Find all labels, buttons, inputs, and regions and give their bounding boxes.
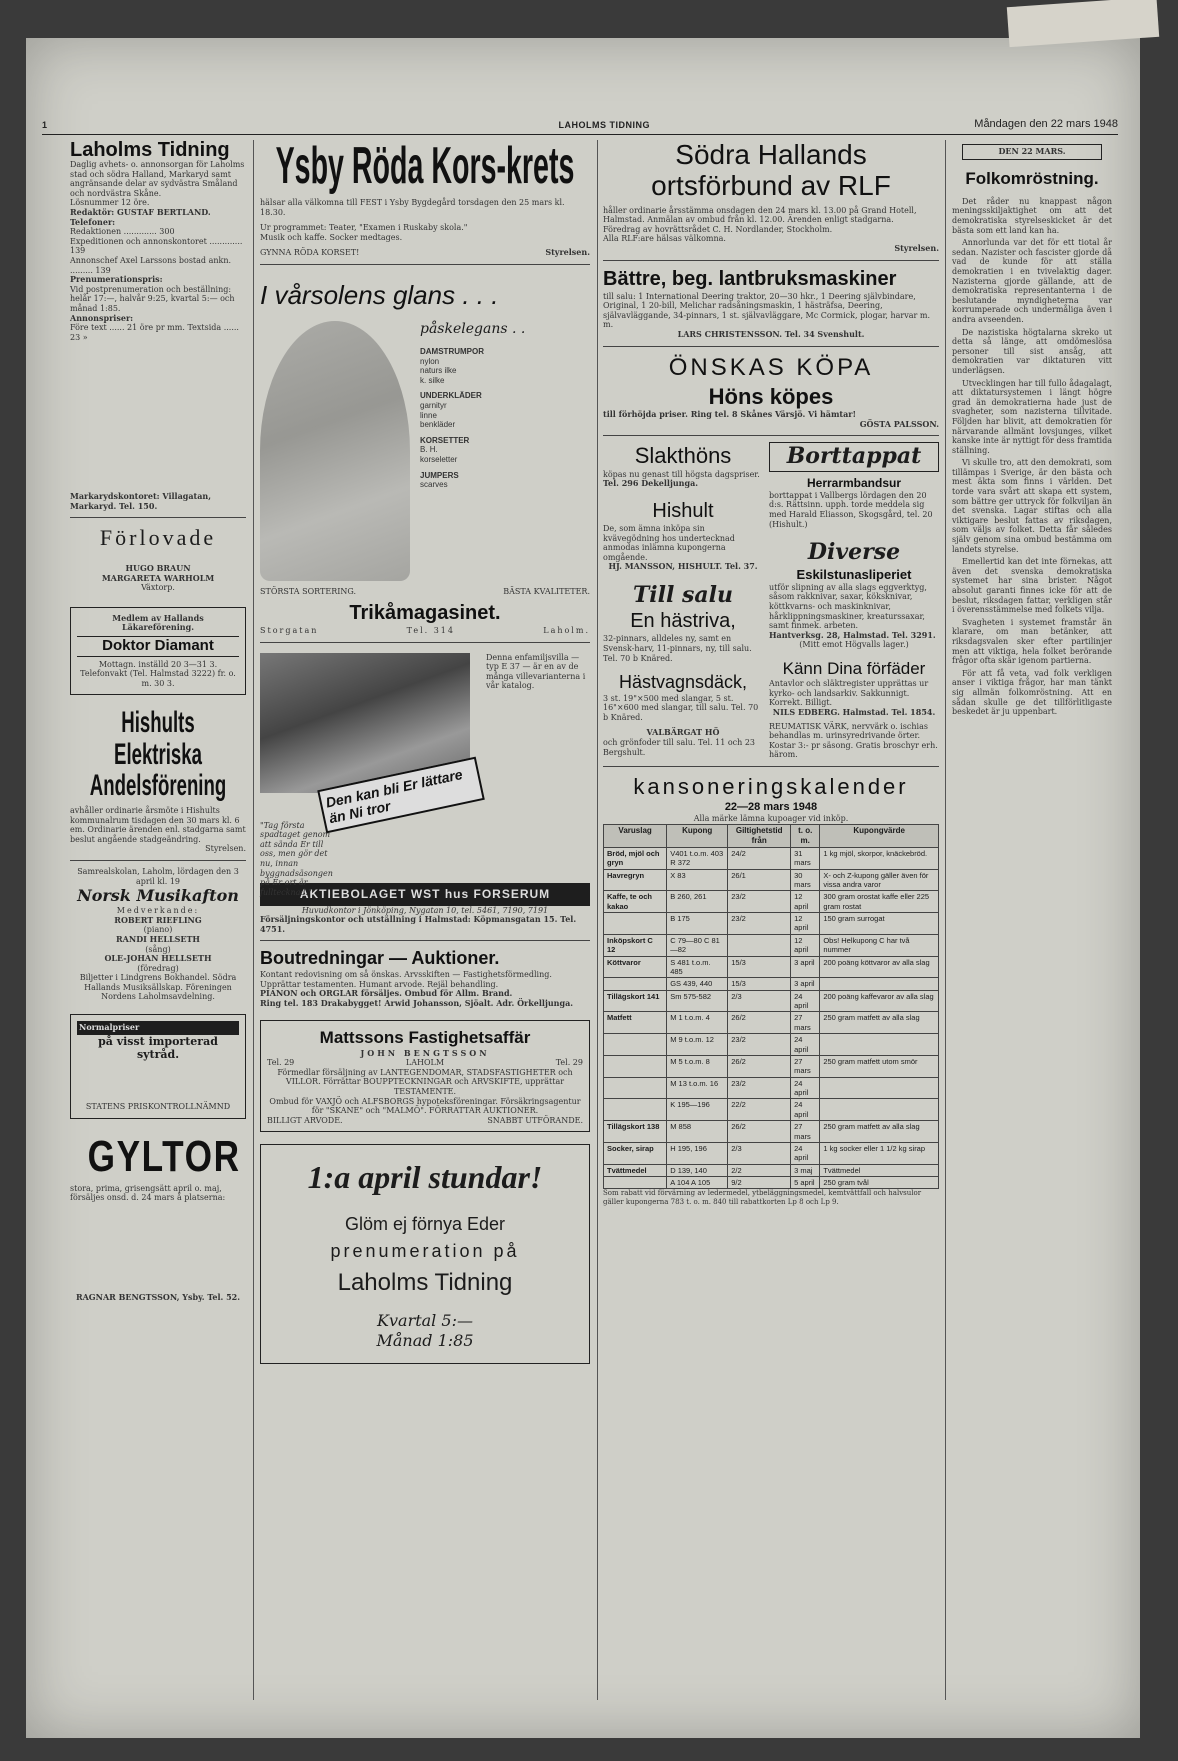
var-item: DAMSTRUMPOR xyxy=(420,346,484,356)
gyltor-sign: RAGNAR BENGTSSON, Ysby. Tel. 52. xyxy=(75,1291,241,1302)
var-item: garnityr xyxy=(420,400,447,410)
herrarmbandsur: Herrarmbandsur xyxy=(806,475,902,490)
slakt-tel: Tel. 296 Dekelljunga. xyxy=(603,478,699,489)
column-2 xyxy=(260,137,590,1368)
ration-cell: Tvättmedel xyxy=(820,1164,939,1176)
hons-sign: GÖSTA PALSSON. xyxy=(859,418,939,429)
ration-row xyxy=(604,847,939,869)
matt-title: Mattssons Fastighetsaffär xyxy=(319,1028,531,1048)
ration-cell xyxy=(604,1055,667,1077)
forlovade-place: Växtorp. xyxy=(141,583,175,593)
phones-title: Telefoner: xyxy=(70,216,116,227)
ration-cell: M 5 t.o.m. 8 xyxy=(667,1055,728,1077)
phone-line: Redaktionen ............. 300 xyxy=(70,227,175,237)
var-item: korseletter xyxy=(420,454,458,464)
april-title: 1:a april stundar! xyxy=(307,1159,543,1196)
april-line: Laholms Tidning xyxy=(337,1269,513,1297)
ysby-music: Musik och kaffe. Socker medtages. xyxy=(260,232,403,242)
lakar-text: Mottagn. inställd 20 3—31 3. Telefonvakt (Tel. Halmstad 3222) fr. o. m. 30 3. xyxy=(80,659,236,688)
col-header: Kupongvärde xyxy=(820,824,939,847)
editorial-paragraph: De nazistiska högtalarna skreko ut detta så länge, att omdömeslösa personer till sist ansåg, att demokratien var diktaturen vitt underlägsen. xyxy=(952,327,1112,375)
editorial-paragraph: Det råder nu knappast någon meningsskiljaktighet om att det demokratiska styrelseskicket är det bästa som ett land kan ha. xyxy=(952,196,1112,235)
ration-cell xyxy=(604,1077,667,1099)
matt-text2: Ombud för VAXJÖ och ALFSBORGS hypoteksföreningar. Försäkringsagentur för "SKANE" och "MALMÖ". FÖRRATTAR AUKTIONER. xyxy=(269,1096,581,1116)
ration-cell: 27 mars xyxy=(791,1121,820,1143)
rlf-welcome: Alla RLF:are hälsas välkomna. xyxy=(603,234,726,244)
column-1 xyxy=(70,140,246,1303)
ration-cell: 12 april xyxy=(791,891,820,913)
masthead: Laholms Tidning xyxy=(70,139,230,161)
ration-cell: Sm 575-582 xyxy=(667,990,728,1012)
ration-row xyxy=(604,1012,939,1034)
editorial-paragraph: För att få veta, vad folk verkligen anser i viktiga frågor, har man tänkt sig allmän folkomröstning. Att en sådan skulle ge det tillförlitligaste beskedet är ju uppenbart. xyxy=(952,668,1112,717)
musik-name: (sång) xyxy=(145,944,171,954)
var-item: scarves xyxy=(420,480,448,490)
wst-side: Denna enfamiljsvilla — typ E 37 — är en av de många villevarianterna i vår katalog. xyxy=(486,652,586,691)
annons-title: Annonspriser: xyxy=(70,312,134,323)
var-footer: BÄSTA KVALITETER. xyxy=(503,587,590,597)
ration-cell: 200 poäng köttvaror av alla slag xyxy=(820,956,939,978)
lant-sign: LARS CHRISTENSSON. Tel. 34 Svenshult. xyxy=(677,328,865,339)
ration-cell: 3 april xyxy=(791,956,820,978)
gyltor-text: stora, prima, grisengsätt april o. maj, försäljes onsd. d. 24 mars å platserna: xyxy=(70,1183,226,1203)
ration-cell: 5 april xyxy=(791,1177,820,1189)
hons-text: till förhöjda priser. Ring tel. 8 Skånes Värsjö. Vi hämtar! xyxy=(603,409,857,420)
ration-row xyxy=(604,1055,939,1077)
ration-cell: B 175 xyxy=(667,913,728,935)
ration-cell: 24 april xyxy=(791,1077,820,1099)
editorial-paragraph: Utvecklingen har till fullo ådagalagt, att diktatursystemen i längt högre grad än demokratierna hade just de svagheter, som nazisterna tillvitade. Följden har blivit, att demokratien för närvarande allmänt lovsjunges, vilket kanske inte är nyttigt för dess framtida ställning. xyxy=(952,378,1112,455)
ration-cell: 3 maj xyxy=(791,1164,820,1176)
matt-text: Förmedlar försäljning av LANTEGENDOMAR, STADSFASTIGHETER och VILLOR. Förrättar BOUPPTECKNINGAR och ARVSKIFTE, upprättar TESTAMENTE. xyxy=(277,1067,573,1096)
ration-cell: 2/3 xyxy=(728,1142,791,1164)
hons-title: Höns köpes xyxy=(708,383,834,409)
page-marker: 1 xyxy=(42,120,48,130)
ration-cell: 2/2 xyxy=(728,1164,791,1176)
editorial-paragraph: Emellertid kan det inte förnekas, att även det svenska demokratiska systemet har sina brister. Något absolut garanti finnes icke för att de beslut, riksdagen fattar, verkligen står i överensstämmelse med folkets vilja. xyxy=(952,557,1112,615)
wst-slogan: Den kan bli Er lättare än Ni tror xyxy=(317,756,485,833)
april-man: Månad 1:85 xyxy=(376,1331,474,1351)
kalender-title: kansoneringskalender xyxy=(633,774,909,799)
kann-text: Antavlor och släktregister upprättas ur kyrko- och landsarkiv. Sakkunnigt. Korrekt. Billigt. xyxy=(769,679,929,708)
ration-cell: 23/2 xyxy=(728,1077,791,1099)
ration-row xyxy=(604,1077,939,1099)
ration-cell: 23/2 xyxy=(728,1034,791,1056)
ration-cell: 27 mars xyxy=(791,1055,820,1077)
ration-row xyxy=(604,956,939,978)
ration-cell: 250 gram matfett av alla slag xyxy=(820,1121,939,1143)
editorial-paragraph: Vi skulle tro, att den demokrati, som tillämpas i Sverige, är den bästa och mest äkta som finns i världen. Det torde vara svårt att skapa ett system, som bättre ger uttryck för folkviljan än det svenska. Lagar stiftas och alla viktigare beslut fattas av riksdagen, som väljs av folket. Detta får således själv genom sina ombud bestämma om landets styrelse. xyxy=(952,458,1112,554)
ration-cell: Inköpskort C 12 xyxy=(604,934,667,956)
ration-cell: M 858 xyxy=(667,1121,728,1143)
ration-cell: Matfett xyxy=(604,1012,667,1034)
april-ad xyxy=(260,1144,590,1364)
annons-text: Före text ...... 21 öre pr mm. Textsida ...... 23 » xyxy=(70,323,239,342)
musik-tickets: Biljetter i Lindgrens Bokhandel. Södra Hallands Musiksällskap. Föreningen Nordens Laholmsavdelning. xyxy=(79,973,237,1002)
ration-cell xyxy=(604,978,667,990)
ration-row xyxy=(604,934,939,956)
prenum-title: Prenumerationspris: xyxy=(70,274,163,285)
prenum-text: Vid postprenumeration och beställning: helår 17:—, halvår 9:25, kvartal 5:— och månad 1:85. xyxy=(70,284,235,313)
matt-city: LAHOLM xyxy=(405,1058,445,1068)
ration-cell xyxy=(604,1034,667,1056)
musik-name: RANDI HELLSETH xyxy=(116,933,200,944)
matt-f1: BILLIGT ARVODE. xyxy=(267,1115,343,1125)
ration-cell: 26/2 xyxy=(728,1055,791,1077)
forlovade-name: HUGO BRAUN xyxy=(125,562,191,573)
ration-cell: 26/2 xyxy=(728,1012,791,1034)
var-item: KORSETTER xyxy=(420,435,470,445)
ration-cell: 200 poäng kaffevaror av alla slag xyxy=(820,990,939,1012)
column-rule xyxy=(597,140,598,1700)
ration-cell: Tillägskort 141 xyxy=(604,990,667,1012)
rlf-sign: Styrelsen. xyxy=(894,242,939,253)
musik-name: (piano) xyxy=(143,925,173,935)
kalender-footer: Som rabatt vid förvärning av ledermedel, ytbeläggningsmedel, kemtvättfall och halvsulor gäller kupongerna 783 t. o. m. 840 till rabattkorten Lp 8 och Lp 9. xyxy=(603,1189,922,1206)
musik-name: ROBERT RIEFLING xyxy=(114,914,202,925)
eskil-title: Eskilstunasliperiet xyxy=(796,566,912,582)
normal-title: Normalpriser xyxy=(77,1021,239,1035)
ration-row xyxy=(604,1099,939,1121)
musik-title: Norsk Musikafton xyxy=(77,886,239,906)
var-item: UNDERKLÄDER xyxy=(420,391,482,401)
var-item: k. silke xyxy=(420,375,445,385)
ration-cell: 31 mars xyxy=(791,847,820,869)
hastvagn-text: 3 st. 19"×500 med slangar, 5 st. 16"×600 med slangar, till salu. Tel. 70 b Knäred. xyxy=(603,693,759,722)
reum-text: REUMATISK VÄRK, nervvärk o. ischias behandlas m. urinsyredrivande örter. Kostar 3:- pr säsong. Gratis broschyr erh. härom. xyxy=(769,721,938,760)
editorial-body xyxy=(952,197,1112,717)
ration-row xyxy=(604,1121,939,1143)
doctor-ad xyxy=(70,607,246,696)
var-item: linne xyxy=(420,410,437,420)
ration-cell: 24 april xyxy=(791,1142,820,1164)
ration-cell: X- och Z-kupong gäller även för vissa andra varor xyxy=(820,869,939,891)
ration-cell: 250 gram matfett utom smör xyxy=(820,1055,939,1077)
ysby-text: hälsar alla välkomna till FEST i Ysby Bygdegård torsdagen den 25 mars kl. 18.30. xyxy=(260,198,565,217)
eskil-text: utför slipning av alla slags eggverktyg, såsom rakknivar, saxar, köksknivar, köttkvarns- och maskinknivar, hårklippningsmaskiner, kreaturssaxar, samt finmek. arbeten. xyxy=(769,582,927,631)
rlf-title: Södra Hallands ortsförbund av RLF xyxy=(651,139,891,201)
office: Markarydskontoret: Villagatan, Markaryd. Tel. 150. xyxy=(70,491,212,511)
ration-cell: V401 t.o.m. 403 R 372 xyxy=(667,847,728,869)
ration-cell: H 195, 196 xyxy=(667,1142,728,1164)
column-rule xyxy=(253,140,254,1700)
wst-brand: AKTIEBOLAGET WST hus FORSERUM xyxy=(260,883,590,906)
ration-cell xyxy=(820,1077,939,1099)
ration-cell: GS 439, 440 xyxy=(667,978,728,990)
ration-row xyxy=(604,978,939,990)
ration-cell: K 195—196 xyxy=(667,1099,728,1121)
wst-local: Försäljningskontor och utställning i Halmstad: Köpmansgatan 15. Tel. 4751. xyxy=(260,914,577,934)
trika-title: Trikåmagasinet. xyxy=(349,602,501,625)
matt-tel: Tel. 29 xyxy=(267,1058,295,1068)
normal-sub: på visst importerad sytråd. xyxy=(98,1034,218,1062)
valbargat: VALBÄRGAT HÖ xyxy=(646,727,720,738)
var-sub: påskelegans . . xyxy=(420,321,526,338)
ration-cell: 1 kg socker eller 1 1/2 kg sirap xyxy=(820,1142,939,1164)
ration-cell: Bröd, mjöl och gryn xyxy=(604,847,667,869)
slakt-title: Slakthöns xyxy=(634,443,732,469)
editorial-paragraph: Annorlunda var det för ett tiotal år sedan. Nazister och fascister gjorde då vad de kunde för att ställa demokratien i en tvivelaktig dager. Nazisterna gjorde gällande, att de demokratiska representanterna i de beslutande myndigheterna var korrumperade och undermåliga även i andra avseenden. xyxy=(952,238,1112,324)
page-date: Måndagen den 22 mars 1948 xyxy=(974,118,1118,130)
eskil-addr: Hantverksg. 28, Halmstad. Tel. 3291. xyxy=(769,629,936,640)
ration-cell: 26/2 xyxy=(728,1121,791,1143)
lant-text: till salu: 1 International Deering traktor, 20—30 hkr., 1 Deering självbindare, Original, 1 20-bill, Melichar radsåningsmaskin, 1 hästräfsa, Deering, självavläggande, 34-pinnars, 1 st. självavläggare, Mc Cormick, plogar, harvar m. m. xyxy=(603,291,931,330)
ration-cell xyxy=(820,978,939,990)
normal-agency: STATENS PRISKONTROLLNÄMND xyxy=(85,1102,231,1112)
ration-cell xyxy=(728,934,791,956)
ration-cell xyxy=(604,913,667,935)
trika-addr: Storgatan xyxy=(260,626,319,636)
hishult-title: Hishult xyxy=(652,499,714,522)
hast-title: En hästriva, xyxy=(630,610,736,633)
ration-cell xyxy=(604,1177,667,1189)
ration-row xyxy=(604,1177,939,1189)
ration-cell: 250 gram tvål xyxy=(820,1177,939,1189)
kann-title: Känn Dina förfäder xyxy=(782,659,926,678)
ration-cell: 26/1 xyxy=(728,869,791,891)
ysby-program: Ur programmet: Teater, "Examen i Ruskaby skola." xyxy=(260,223,468,233)
ration-cell: 23/2 xyxy=(728,913,791,935)
ration-cell: 15/3 xyxy=(728,978,791,990)
column-rule xyxy=(945,140,946,1700)
editor: Redaktör: GUSTAF BERTLAND. xyxy=(70,206,211,217)
ration-cell: X 83 xyxy=(667,869,728,891)
bout-ring: Ring tel. 183 Drakabygget! Arwid Johansson, Sjöalt. Adr. Örkelljunga. xyxy=(260,997,574,1008)
kann-sign: NILS EDBERG. Halmstad. Tel. 1854. xyxy=(772,707,936,718)
ration-cell: 30 mars xyxy=(791,869,820,891)
phone-line: Expeditionen och annonskontoret ............. 139 xyxy=(70,236,243,256)
forlovade-title: Förlovade xyxy=(99,525,217,551)
diverse: Diverse xyxy=(807,539,901,566)
ration-cell: 1 kg mjöl, skorpor, knäckebröd. xyxy=(820,847,939,869)
col-header: t. o. m. xyxy=(791,824,820,847)
ration-cell: D 139, 140 xyxy=(667,1164,728,1176)
elektriska-sign: Styrelsen. xyxy=(205,844,246,854)
ration-cell xyxy=(604,1099,667,1121)
rlf-text: håller ordinarie årsstämma onsdagen den 24 mars kl. 13.00 på Grand Hotell, Halmstad. Anmälan av ombud från kl. 12.00. Ärenden enligt stadgarna. xyxy=(603,205,917,225)
mattssons-ad xyxy=(260,1020,590,1132)
ration-row xyxy=(604,869,939,891)
ration-cell: B 260, 261 xyxy=(667,891,728,913)
ration-cell xyxy=(820,1099,939,1121)
var-item: B. H. xyxy=(420,445,438,455)
ration-cell: Havregryn xyxy=(604,869,667,891)
ration-cell: 9/2 xyxy=(728,1177,791,1189)
masthead-desc: Daglig avhets- o. annonsorgan för Laholms stad och södra Halland, Markaryd samt angränsande delar av sydvästra Småland och nordvästra Skåne. xyxy=(70,160,245,198)
ration-cell: Socker, sirap xyxy=(604,1142,667,1164)
musik-name: OLE-JOHAN HELLSETH xyxy=(104,953,212,964)
ration-row xyxy=(604,1142,939,1164)
ysby-board: Styrelsen. xyxy=(545,247,590,258)
ration-row xyxy=(604,1034,939,1056)
hishult-sign: HJ. MANSSON, HISHULT. Tel. 37. xyxy=(608,561,758,572)
trika-tel: Tel. 314 xyxy=(406,626,455,636)
ration-cell: M 9 t.o.m. 12 xyxy=(667,1034,728,1056)
ration-cell: 24 april xyxy=(791,990,820,1012)
ration-cell: S 481 t.o.m. 485 xyxy=(667,956,728,978)
bout-title: Boutredningar — Auktioner. xyxy=(260,948,500,969)
trika-city: Laholm. xyxy=(543,626,590,636)
april-line: prenumeration på xyxy=(330,1241,520,1262)
col-header: Giltighetstid från xyxy=(728,824,791,847)
till-salu: Till salu xyxy=(632,581,734,608)
ration-cell: 24 april xyxy=(791,1099,820,1121)
ration-cell: M 13 t.o.m. 16 xyxy=(667,1077,728,1099)
elektriska-text: avhåller ordinarie årsmöte i Hishults kommunalrum tisdagen den 30 mars kl. 6 em. Ordinarie ärenden enl. stadgarna samt beslut angående stadgeändring. xyxy=(70,805,246,844)
ysby-sign: GYNNA RÖDA KORSET! xyxy=(260,248,360,258)
lakar-name: Doktor Diamant xyxy=(77,636,239,657)
date-box: DEN 22 MARS. xyxy=(962,144,1102,160)
matt-f2: SNABBT UTFÖRANDE. xyxy=(487,1115,583,1125)
ration-cell: Tvättmedel xyxy=(604,1164,667,1176)
var-footer: STÖRSTA SORTERING. xyxy=(260,587,357,597)
hast-text: 32-pinnars, alldeles ny, samt en Svensk-harv, 11-pinnars, ny, till salu. Tel. 70 b Knäred. xyxy=(603,634,752,663)
ration-cell: 12 april xyxy=(791,913,820,935)
hastvagn-title: Hästvagnsdäck, xyxy=(618,672,748,693)
paper-title: LAHOLMS TIDNING xyxy=(558,120,650,130)
musik-sub: Medverkande: xyxy=(116,906,200,916)
editorial-title: Folkomröstning. xyxy=(965,168,1099,188)
col-header: Varuslag xyxy=(604,824,667,847)
ration-table xyxy=(603,824,939,1190)
borttappat-text: borttappat i Vallbergs lördagen den 20 d:s. Rättsinn. upph. torde meddela sig med Harald Eliasson, Skogsgård, tel. 20 (Hishult.) xyxy=(769,490,933,529)
page-header xyxy=(42,118,1118,135)
april-kv: Kvartal 5:— xyxy=(377,1311,473,1331)
eskil-note: (Mitt emot Högvalls lager.) xyxy=(799,640,909,650)
column-3 xyxy=(603,140,939,1206)
ration-cell: Obs! Helkupong C har två nummer xyxy=(820,934,939,956)
april-line: Glöm ej förnya Eder xyxy=(344,1214,506,1235)
ration-cell: 24 april xyxy=(791,1034,820,1056)
ration-cell: 15/3 xyxy=(728,956,791,978)
fashion-illustration xyxy=(260,321,410,581)
ration-cell: 2/3 xyxy=(728,990,791,1012)
elektriska-title: Hishults Elektriska Andelsförening xyxy=(89,706,227,803)
rlf-talk: Föredrag av hovrättsrådet C. H. Nordlander, Stockholm. xyxy=(603,224,833,234)
var-item: naturs ilke xyxy=(420,366,457,376)
musik-intro: Samrealskolan, Laholm, lördagen den 3 april kl. 19 xyxy=(77,866,239,886)
ration-cell: 150 gram surrogat xyxy=(820,913,939,935)
normalpris-ad xyxy=(70,1014,246,1119)
musik-name: (föredrag) xyxy=(137,963,179,973)
wst-addr: Huvudkontor i Jönköping, Nygatan 10, tel. 5461, 7190, 7191 xyxy=(301,905,549,915)
ration-row xyxy=(604,1164,939,1176)
column-4 xyxy=(952,140,1112,720)
forlovade-name: MARGARETA WARHOLM xyxy=(101,572,215,583)
ration-cell: 250 gram matfett av alla slag xyxy=(820,1012,939,1034)
matt-name: JOHN BENGTSSON xyxy=(360,1047,490,1058)
slakt-text: köpas nu genast till högsta dagspriser. xyxy=(603,469,760,479)
masthead-price: Lösnummer 12 öre. xyxy=(70,198,150,208)
kalender-dates: 22—28 mars 1948 xyxy=(724,800,818,813)
var-item: nylon xyxy=(420,356,440,366)
bout-text: Kontant redovisning om så önskas. Arvsskiften — Fastighetsförmedling. Upprättar testamenten. Humant arvode. Rejäl behandling. xyxy=(260,969,552,989)
ration-cell: 300 gram orostat kaffe eller 225 gram rostat xyxy=(820,891,939,913)
ration-row xyxy=(604,913,939,935)
ration-row xyxy=(604,990,939,1012)
onskas-title: ÖNSKAS KÖPA xyxy=(668,353,874,381)
ration-row xyxy=(604,891,939,913)
ration-cell: Tillägskort 138 xyxy=(604,1121,667,1143)
kalender-note: Alla märke lämna kupoager vid inköp. xyxy=(693,814,849,824)
hishult-text: De, som ämna inköpa sin kvävegödning hos undertecknad anmodas inlämna kupongerna omgående. xyxy=(603,523,735,562)
ration-cell: 3 april xyxy=(791,978,820,990)
phone-line: Annonschef Axel Larssons bostad ankn. ......... 139 xyxy=(70,255,232,275)
var-item: benkläder xyxy=(420,420,456,430)
ration-cell: 22/2 xyxy=(728,1099,791,1121)
ration-cell: Kaffe, te och kakao xyxy=(604,891,667,913)
col-header: Kupong xyxy=(667,824,728,847)
var-item: JUMPERS xyxy=(420,470,459,480)
borttappat-title: Borttappat xyxy=(769,442,939,472)
ration-cell: 23/2 xyxy=(728,891,791,913)
matt-tel: Tel. 29 xyxy=(555,1058,583,1068)
ration-cell: 24/2 xyxy=(728,847,791,869)
ration-cell: A 104 A 105 xyxy=(667,1177,728,1189)
editorial-paragraph: Svagheten i systemet framstår än klarare, om man betänker, att riksdagsvalen sker efter partilinjer men att viktiga, hela folket berörande frågor ofta skär igenom partierna. xyxy=(952,617,1112,666)
ysby-title: Ysby Röda Kors-krets xyxy=(275,137,575,195)
wst-caption: "Tag första spadtaget genom att sända Er till oss, men gör det nu, innan byggnadsäsongen på Er ort är fulltecknad." xyxy=(260,820,333,897)
ration-cell: M 1 t.o.m. 4 xyxy=(667,1012,728,1034)
ration-cell: 27 mars xyxy=(791,1012,820,1034)
ration-cell xyxy=(820,1034,939,1056)
lakar-title: Medlem av Hallands Läkareförening. xyxy=(112,612,204,633)
valbargat-text: och grönfoder till salu. Tel. 11 och 23 Bergshult. xyxy=(603,738,755,757)
var-title: I vårsolens glans . . . xyxy=(260,279,499,310)
ration-cell: C 79—80 C 81—82 xyxy=(667,934,728,956)
ration-cell: 12 april xyxy=(791,934,820,956)
bout-piano: PIANON och ORGLAR försäljes. Ombud för Allm. Brand. xyxy=(260,988,513,999)
lant-title: Bättre, beg. lantbruksmaskiner xyxy=(603,267,897,290)
ration-cell: Köttvaror xyxy=(604,956,667,978)
gyltor-title: GYLTOR xyxy=(87,1131,241,1181)
